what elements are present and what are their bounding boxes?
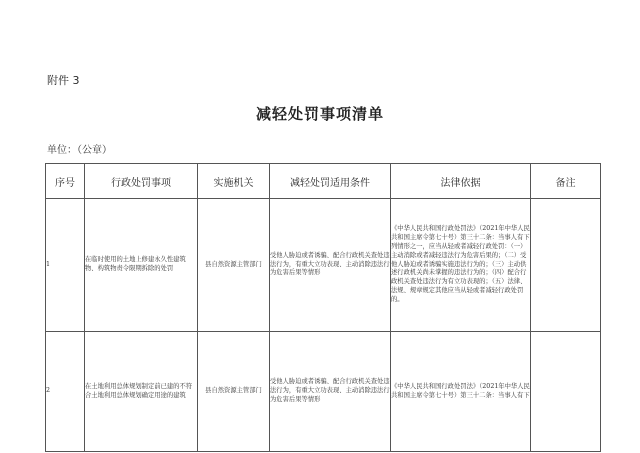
header-condition: 减轻处罚适用条件: [270, 164, 391, 199]
header-penalty-item: 行政处罚事项: [85, 164, 198, 199]
attachment-label: 附件 3: [47, 74, 80, 87]
row-penalty-item: 在临时使用的土地上修建永久性建筑物、构筑物责令限期拆除的处罚: [85, 199, 198, 332]
row-agency: 县自然资源主管部门: [198, 199, 270, 332]
header-remark: 备注: [531, 164, 601, 199]
row-condition: 受他人胁迫或者诱骗、配合行政机关查处违法行为，有重大立功表现、主动消除违法行为危害后果等情形: [270, 199, 391, 332]
header-legal-basis: 法律依据: [391, 164, 531, 199]
table-row: [46, 199, 601, 332]
header-seq: 序号: [46, 164, 85, 199]
table-row: [46, 332, 601, 452]
row-remark: [531, 332, 601, 452]
row-remark: [531, 199, 601, 332]
row-penalty-item: 在土地利用总体规划制定前已建的不符合土地利用总体规划确定用途的建筑: [85, 332, 198, 452]
row-seq: 2: [46, 332, 85, 452]
row-legal-basis: 《中华人民共和国行政处罚法》（2021年中华人民共和国主席令第七十号）第三十二条：当事人有下列情形之一，应当从轻或者减轻行政处罚：（一）主动消除或者减轻违法行为危害后果的；（二）受他人胁迫或者诱骗实施违法行为的；（三）主动供述行政机关尚未掌握的违法行为的；（四）配合行政机关查处违法行为有立功表现的；（五）法律、法规、规章规定其他应当从轻或者减轻行政处罚的。: [391, 199, 531, 332]
row-seq: 1: [46, 199, 85, 332]
row-legal-basis: 《中华人民共和国行政处罚法》（2021年中华人民共和国主席令第七十号）第三十二条：当事人有下: [391, 332, 531, 452]
unit-label: 单位：（公章）: [47, 145, 112, 156]
table-header-row: [46, 164, 601, 199]
header-agency: 实施机关: [198, 164, 270, 199]
document-title: 减轻处罚事项清单: [255, 105, 384, 123]
row-condition: 受他人胁迫或者诱骗、配合行政机关查处违法行为，有重大立功表现、主动消除违法行为危害后果等情形: [270, 332, 391, 452]
row-agency: 县自然资源主管部门: [198, 332, 270, 452]
penalty-items-table: [45, 163, 601, 452]
